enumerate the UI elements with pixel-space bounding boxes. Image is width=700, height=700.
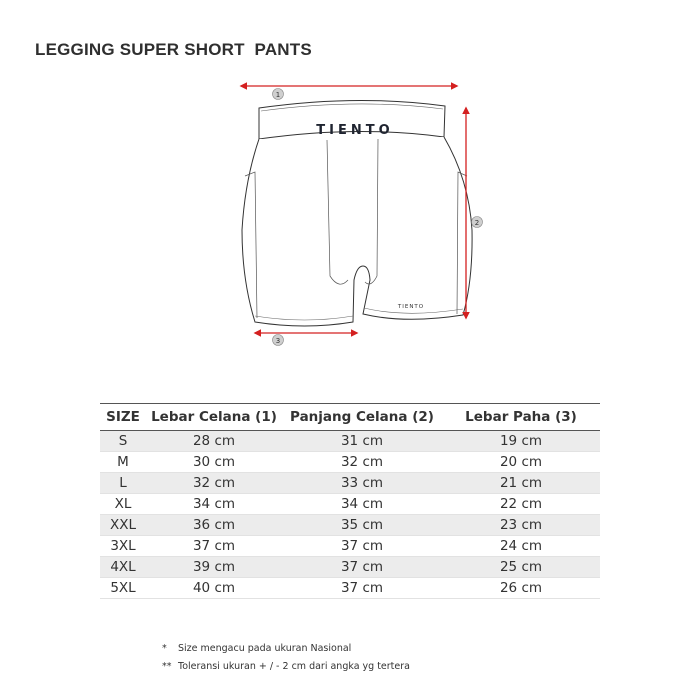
marker-3-label: 3 <box>275 337 281 345</box>
cell-lebar-paha: 20 cm <box>442 452 600 473</box>
cell-lebar-celana: 30 cm <box>146 452 282 473</box>
cell-lebar-paha: 23 cm <box>442 515 600 536</box>
cell-lebar-paha: 26 cm <box>442 578 600 599</box>
marker-2-label: 2 <box>474 219 480 227</box>
cell-lebar-celana: 40 cm <box>146 578 282 599</box>
shorts-body <box>242 137 472 326</box>
table-row <box>100 494 600 515</box>
shorts-diagram <box>235 80 495 355</box>
cell-size: XL <box>100 494 146 515</box>
cell-size: M <box>100 452 146 473</box>
size-chart-table <box>100 403 600 599</box>
cell-lebar-celana: 28 cm <box>146 431 282 452</box>
footnote-mark: * <box>162 643 167 654</box>
footnote-text: Size mengacu pada ukuran Nasional <box>178 643 352 654</box>
cell-panjang-celana: 33 cm <box>282 473 442 494</box>
table-row <box>100 536 600 557</box>
footnote <box>162 661 410 679</box>
footnotes <box>162 643 410 679</box>
cell-panjang-celana: 31 cm <box>282 431 442 452</box>
cell-lebar-celana: 34 cm <box>146 494 282 515</box>
cell-panjang-celana: 37 cm <box>282 557 442 578</box>
header-panjang-celana: Panjang Celana (2) <box>282 404 442 431</box>
footnote <box>162 643 410 661</box>
cell-size: XXL <box>100 515 146 536</box>
cell-panjang-celana: 37 cm <box>282 578 442 599</box>
table-row <box>100 557 600 578</box>
marker-1-label: 1 <box>275 91 281 99</box>
cell-panjang-celana: 32 cm <box>282 452 442 473</box>
header-size: SIZE <box>100 404 146 431</box>
table-row <box>100 515 600 536</box>
cell-panjang-celana: 34 cm <box>282 494 442 515</box>
table-row <box>100 452 600 473</box>
header-lebar-celana: Lebar Celana (1) <box>146 404 282 431</box>
cell-size: L <box>100 473 146 494</box>
cell-lebar-paha: 21 cm <box>442 473 600 494</box>
table-row <box>100 578 600 599</box>
cell-lebar-celana: 39 cm <box>146 557 282 578</box>
cell-panjang-celana: 37 cm <box>282 536 442 557</box>
table-row <box>100 473 600 494</box>
table-row <box>100 431 600 452</box>
cell-lebar-celana: 36 cm <box>146 515 282 536</box>
cell-lebar-celana: 37 cm <box>146 536 282 557</box>
footnote-text: Toleransi ukuran + / - 2 cm dari angka yg tertera <box>178 661 410 672</box>
cell-lebar-paha: 22 cm <box>442 494 600 515</box>
footnote-mark: ** <box>162 661 172 672</box>
cell-lebar-paha: 24 cm <box>442 536 600 557</box>
table-header-row <box>100 404 600 431</box>
cell-size: 4XL <box>100 557 146 578</box>
cell-lebar-paha: 19 cm <box>442 431 600 452</box>
page-title: LEGGING SUPER SHORT PANTS <box>35 40 312 59</box>
cell-lebar-paha: 25 cm <box>442 557 600 578</box>
cell-lebar-celana: 32 cm <box>146 473 282 494</box>
cell-panjang-celana: 35 cm <box>282 515 442 536</box>
waistband-brand: TIENTO <box>316 123 394 138</box>
leg-brand: TIENTO <box>397 304 425 310</box>
header-lebar-paha: Lebar Paha (3) <box>442 404 600 431</box>
cell-size: 5XL <box>100 578 146 599</box>
cell-size: S <box>100 431 146 452</box>
cell-size: 3XL <box>100 536 146 557</box>
